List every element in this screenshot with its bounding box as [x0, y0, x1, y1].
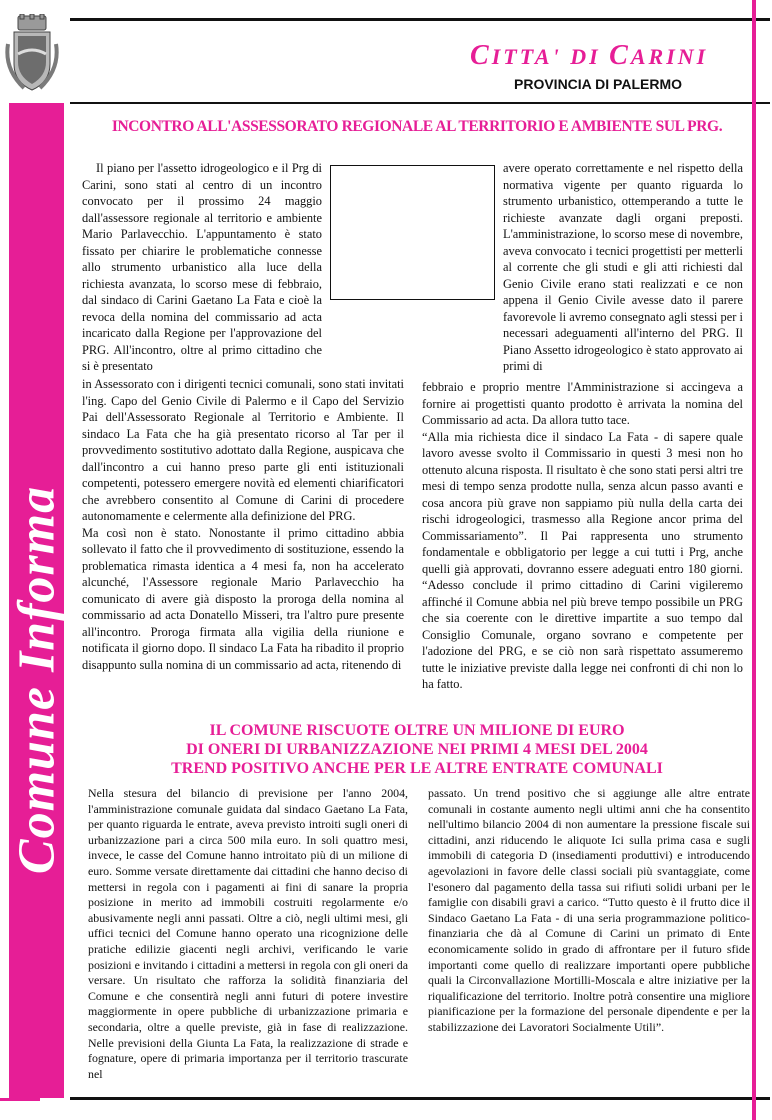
paragraph: avere operato correttamente e nel rispetto della normativa vigente per quanto riguarda lo strumento urbanistico, ottemperando a tutte le richieste avanzate dagli organi preposti. L'amministrazione, lo scorso mese di novembre, aveva convocato i tecnici progettisti per metterli al corrente che gli studi e gli atti richiesti dal Genio Civile erano stati realizzati e ce non appena il Genio Civile avesse dato il parere favorevole li avremo consegnato agli stessi per i necessari adeguamenti all'interno del PRG. Il Piano Assetto idrogeologico è stato approvato ai primi di: [503, 161, 744, 373]
article1-col1-top: [82, 160, 322, 375]
city-crest-icon: [4, 14, 60, 94]
right-accent-bar: [752, 0, 756, 1120]
article1-col2-top: [503, 160, 743, 375]
article1-col1-bottom: [82, 376, 404, 673]
photo-placeholder: [330, 165, 495, 300]
article2-col1: [88, 786, 408, 1082]
header-rule: [70, 102, 770, 104]
headline-line: IL COMUNE RISCUOTE OLTRE UN MILIONE DI EURO: [209, 722, 625, 739]
sidebar-band: [9, 103, 64, 1098]
paragraph: “Alla mia richiesta dice il sindaco La Fata - di sapere quale lavoro avesse svolto il Commissario in questi 3 mesi non ho ottenuto alcuna risposta. Il risultato è che sono stati persi altri tre mesi di tempo senza prodotte nulla, senza alcun passo avanti e cosa ancora più grave non sappiamo più nulla della carta dei rischi idrogeologici, trasmesso alla Regione ancor prima del Commissariamento”. Il Pai rappresenta uno strumento fondamentale e obbligatorio per legge a cui tutti i Prg, anche quelli già approvati, dovranno essere adeguati entro 180 giorni. “Adesso conclude il primo cittadino di Carini vigileremo affinché il Comune abbia nel più breve tempo possibile un PRG che sia coerente con le direttive impartite a suo tempo dal Consiglio Comunale, organo sovrano e competente per l'adozione del PRG, e se ciò non sarà rispettato assumeremo tutte le iniziative previste dalla legge nei confronti di chi non lo ha fatto.: [422, 429, 743, 691]
paragraph: febbraio e proprio mentre l'Amministrazione si accingeva a fornire ai progettisti quanto prodotto è arrivata la nomina del Commissario ad acta. Da allora tutto tace.: [422, 380, 743, 427]
paragraph: Ma così non è stato. Nonostante il primo cittadino abbia sollevato il fatto che il provvedimento di sostituzione, essendo la problematica rimasta identica a 4 mesi fa, non ha accelerato alcunché, l'Assessore regionale Mario Parlavecchio ha comunicato di avere già disposto la proroga della nomina al commissario ad acta Donatello Misseri, tra l'altro pure presente all'incontro. Proroga firmata alla vigilia della riunione e notificata il giorno dopo. Il sindaco La Fata ha ribadito il proprio disappunto sulla nomina di un commissario ad acta, ritenendo di: [82, 525, 404, 672]
province-subtitle: PROVINCIA DI PALERMO: [514, 76, 683, 92]
top-rule: [70, 18, 770, 21]
article1-col2-bottom: [422, 379, 743, 693]
city-title: CITTA' DI CARINI: [470, 40, 709, 71]
sidebar-title: Comune Informa: [8, 485, 65, 875]
bottom-rule: [70, 1097, 770, 1100]
paragraph: in Assessorato con i dirigenti tecnici comunali, sono stati invitati l'ing. Capo del Genio Civile di Palermo e il Capo del Servizio Pai dell'Assessorato Regionale al Territorio e Ambiente. Il sindaco La Fata che ha già presentato ricorso al Tar per il provvedimento sostitutivo adottato dalla Regione, auspicava che dall'incontro a cui hanno preso parte gli enti istituzionali competenti, potessero emergere novità ed elementi chiarificatori che avrebbero consentito al Comune di Carini di procedere autonomamente e celermente alla definizione del PRG.: [82, 377, 404, 523]
article2-col2: [428, 786, 750, 1036]
headline-line: DI ONERI DI URBANIZZAZIONE NEI PRIMI 4 MESI DEL 2004: [186, 741, 648, 758]
paragraph: Nella stesura del bilancio di previsione per l'anno 2004, l'amministrazione comunale guidata dal sindaco Gaetano La Fata, per quanto riguarda le entrate, aveva previsto introiti sugli oneri di urbanizzazione pari a circa 500 mila euro. In soli quattro mesi, invece, le casse del Comune hanno introitato più di un milione di euro. Somme versate direttamente dai cittadini che hanno deciso di mettersi in regola con i pagamenti ai fini di sanare la propria posizione in merito ad immobili costruiti regolarmente e/o abusivamente negli anni passati. Oltre a ciò, negli ultimi mesi, gli uffici tecnici del Comune hanno operato una ricognizione delle pratiche edilizie giacenti negli archivi, verificando le varie posizioni e invitando i cittadini a mettersi in regola con gli oneri da versare. Un risultato che rafforza la solidità finanziaria del Comune e che consentirà negli anni futuri di potere investire maggiormente in opere pubbliche di urbanizzazione primaria e secondaria, oltre a quelle previste, già in fase di realizzazione. Nelle previsioni della Giunta La Fata, la realizzazione di strade e fognature, opere di primaria importanza per il territorio trascurate nel: [88, 786, 408, 1081]
paragraph: Il piano per l'assetto idrogeologico e il Prg di Carini, sono stati al centro di un incontro convocato per il prossimo 24 maggio dall'assessore regionale al territorio e ambiente Mario Parlavecchio. L'appuntamento è stato fissato per chiarire le problematiche connesse allo strumento urbanistico alla luce della richiesta avanzata, lo scorso mese di febbraio, dal sindaco di Carini Gaetano La Fata e cioè la revoca della nomina del commissario ad acta incaricato dalla Regione per l'approvazione del PRG. All'incontro, oltre al primo cittadino che si è presentato: [82, 161, 322, 373]
article2-headline: [82, 721, 752, 778]
headline-line: TREND POSITIVO ANCHE PER LE ALTRE ENTRATE COMUNALI: [171, 760, 663, 777]
bottom-left-accent: [0, 1098, 40, 1101]
paragraph: passato. Un trend positivo che si aggiunge alle altre entrate comunali in costante aumento negli ultimi anni che ha consentito nell'ultimo bilancio 2004 di non aumentare la pressione fiscale sui cittadini, anzi riducendo le aliquote Ici sulla prima casa e sugli immobili di categoria D (insediamenti produttivi) e introducendo agevolazioni in favore delle classi sociali più svantaggiate, come l'esonero dal pagamento della tassa sui rifiuti solidi urbani per le famiglie con disabili gravi a carico. “Tutto questo è il frutto dice il Sindaco Gaetano La Fata - di una seria programmazione politico-finanziaria che dà al Comune di Carini un primato di Ente economicamente solido in grado di affrontare per il futuro sfide importanti come quello di realizzare importanti opere pubbliche quali la Circonvallazione Mortilli-Moscala e altre iniziative per la riqualificazione del territorio. Inoltre potrà consentire una migliore pianificazione per la formazione del personale dipendente e per la stabilizzazione dei Lavoratori Socialmente Utili”.: [428, 786, 750, 1034]
article1-headline: INCONTRO ALL'ASSESSORATO REGIONALE AL TERRITORIO E AMBIENTE SUL PRG.: [111, 118, 723, 135]
